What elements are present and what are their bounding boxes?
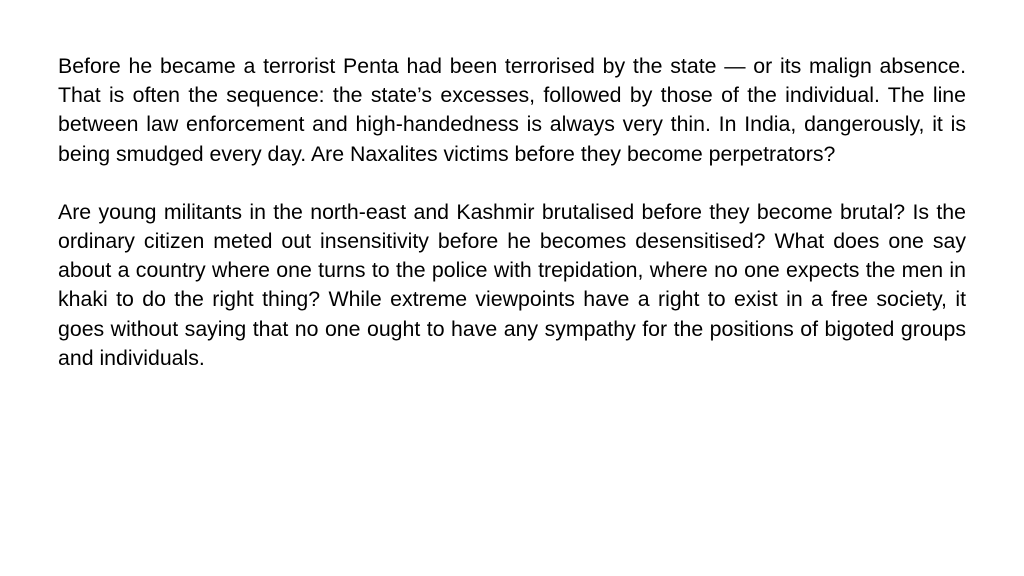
- paragraph-1: Before he became a terrorist Penta had been terrorised by the state — or its malign absence. That is often the sequence: the state’s excesses, followed by those of the individual. The line between law enforcement and high-handedness is always very thin. In India, dangerously, it is being smudged every day. Are Naxalites victims before they become perpetrators?: [58, 54, 966, 166]
- paragraph-2: Are young militants in the north-east and Kashmir brutalised before they become brutal? Is the ordinary citizen meted out insensitivity before he becomes desensitised? What does one say about a country where one turns to the police with trepidation, where no one expects the men in khaki to do the right thing? While extreme viewpoints have a right to exist in a free society, it goes without saying that no one ought to have any sympathy for the positions of bigoted groups and individuals.: [58, 199, 966, 370]
- text-body: [58, 52, 966, 373]
